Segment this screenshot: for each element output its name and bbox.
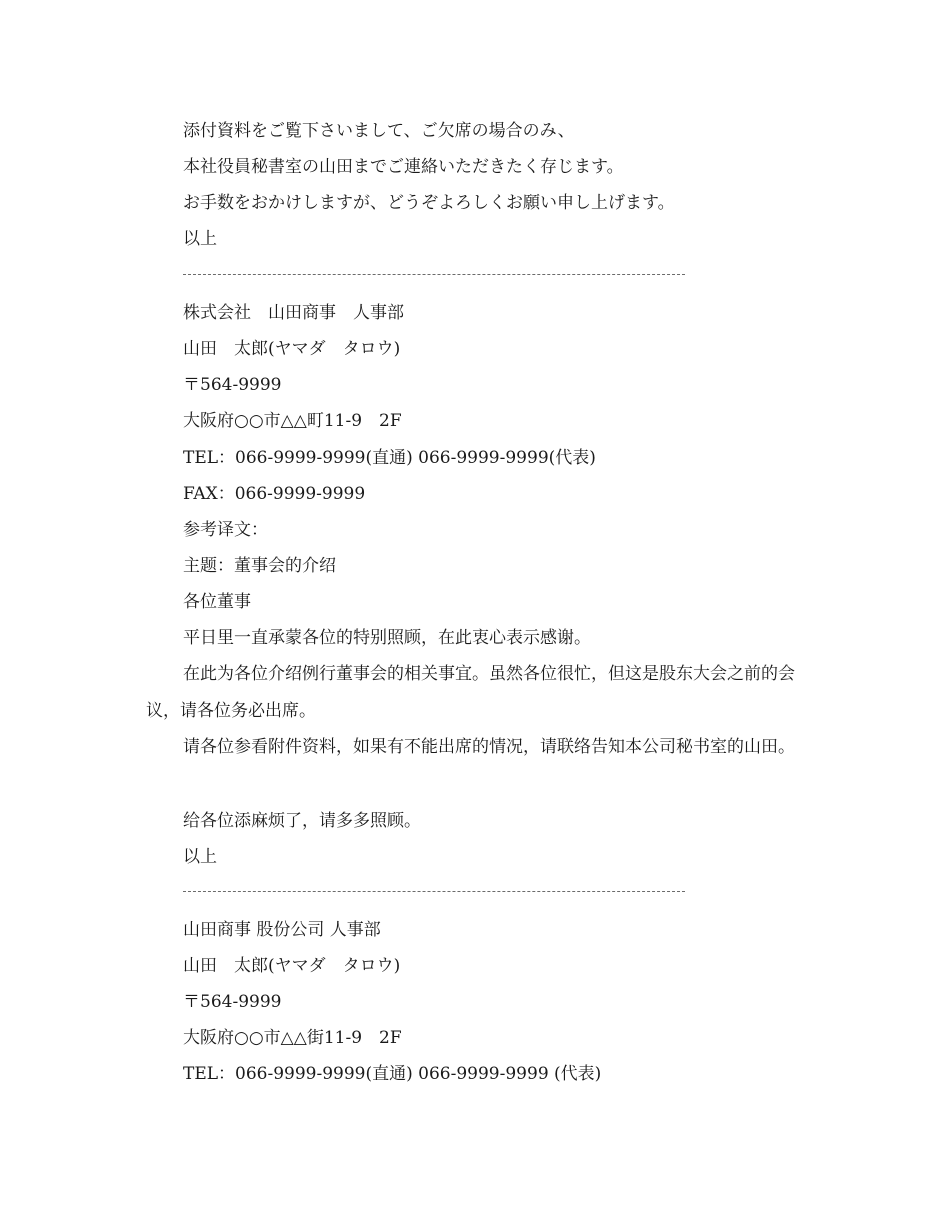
cn-subject: 主题：董事会的介绍 (183, 556, 336, 576)
jp-paragraph-3: お手数をおかけしますが、どうぞよろしくお願い申し上げます。 (183, 193, 675, 213)
cn-salutation: 各位董事 (183, 592, 251, 612)
jp-signature-name: 山田 太郎(ヤマダ タロウ) (183, 339, 401, 359)
cn-paragraph-2: 在此为各位介绍例行董事会的相关事宜。虽然各位很忙，但这是股东大会之前的会议，请各位务必出席。 (146, 664, 795, 721)
jp-signature-address: 大阪府○○市△△町11-9 2F (183, 411, 402, 431)
jp-signature-fax: FAX：066-9999-9999 (183, 484, 366, 504)
cn-signature-tel: TEL：066-9999-9999(直通) 066-9999-9999 (代表) (183, 1064, 602, 1084)
cn-signature-company: 山田商事 股份公司 人事部 (183, 920, 381, 940)
jp-separator (183, 274, 685, 275)
jp-paragraph-1: 添付資料をご覧下さいまして、ご欠席の場合のみ、 (183, 121, 575, 141)
cn-closing: 以上 (183, 847, 217, 867)
cn-signature-name: 山田 太郎(ヤマダ タロウ) (183, 956, 401, 976)
jp-signature-tel: TEL：066-9999-9999(直通) 066-9999-9999(代表) (183, 448, 596, 468)
jp-closing: 以上 (183, 229, 217, 249)
cn-paragraph-1: 平日里一直承蒙各位的特别照顾，在此衷心表示感谢。 (183, 628, 591, 648)
cn-heading: 参考译文： (183, 520, 268, 540)
jp-signature-company: 株式会社 山田商事 人事部 (183, 303, 404, 323)
cn-signature-address: 大阪府○○市△△街11-9 2F (183, 1028, 402, 1048)
cn-paragraph-4: 给各位添麻烦了，请多多照顾。 (183, 811, 421, 831)
cn-separator (183, 891, 685, 892)
cn-signature-postal: 〒564-9999 (183, 992, 282, 1012)
cn-paragraph-3: 请各位参看附件资料，如果有不能出席的情况，请联络告知本公司秘书室的山田。 (183, 737, 795, 757)
jp-signature-postal: 〒564-9999 (183, 375, 282, 395)
jp-paragraph-2: 本社役員秘書室の山田までご連絡いただきたく存じます。 (183, 157, 624, 177)
